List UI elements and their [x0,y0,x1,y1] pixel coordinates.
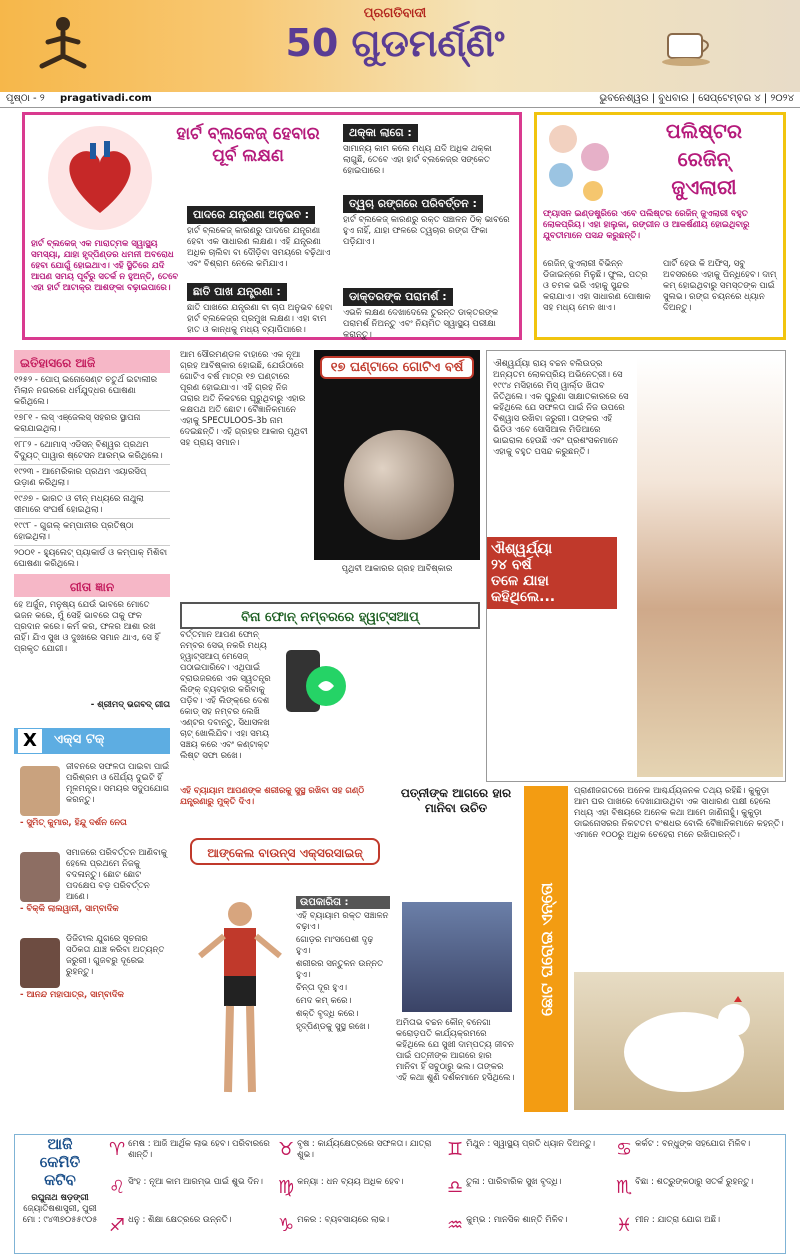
horoscope-sign [447,1177,614,1213]
resin-intro: ଫ୍ୟାସନ ଇଣ୍ଡଷ୍ଟ୍ରିରେ ଏବେ ପଲିଷ୍ଟର ରେଜିନ୍ ଜୁଏଲାରୀ ବହୁତ ଲୋକପ୍ରିୟ। ଏହା ହାଲୁକା, ରଙ୍ଗୀନ ଓ ଆକର୍ଷଣୀୟ ହୋଇଥିବାରୁ ଯୁବତୀମାନେ ପସନ୍ଦ କରୁଛନ୍ତି। [543,209,750,241]
xtalk-title: ଏକ୍ସ ଟକ୍ [54,732,105,747]
x-logo-icon: X [18,729,42,753]
zodiac-icon: ♍ [278,1177,295,1198]
sign-text: ଧନୁ : ଶିକ୍ଷା କ୍ଷେତ୍ରରେ ଉନ୍ନତି। [128,1215,232,1225]
exercise-article [180,786,390,1116]
exercise-title-badge [190,838,380,865]
teacup-icon [660,20,720,70]
chicken-photo [574,972,784,1110]
sign-text: କର୍କଟ : ବନ୍ଧୁଙ୍କ ସହଯୋଗ ମିଳିବ। [635,1139,751,1149]
xtalk-post-1: ଜୀବନରେ ସଫଳତା ପାଇବା ପାଇଁ ପରିଶ୍ରମ ଓ ଧୈର୍ଯ୍ୟ ଦୁଇଟି ହିଁ ମୂଳମନ୍ତ୍ର। ସମୟର ସଦୁପଯୋଗ କରନ୍ତୁ। [66,762,170,805]
planet-article [180,350,480,598]
xtalk-credit-1: - ସୁମିତ୍ କୁମାର, ହିନ୍ଦୁ ଦର୍ଶନ ନେତା [20,818,127,828]
zodiac-icon: ♒ [447,1215,464,1236]
resin-col-1: ରେଜିନ୍ ଜୁଏଲାରୀ ବିଭିନ୍ନ ଡିଜାଇନ୍‌ରେ ମିଳୁଛି। ଫୁଲ, ପତ୍ର ଓ ଚମକ ଭରି ଏହାକୁ ସୁନ୍ଦର କରାଯାଏ। ଏହା ସାଧାରଣ ପୋଷାକ ସହ ମଧ୍ୟ ମେଳ ଖାଏ। [543,259,651,313]
benefit-item: ଚିନ୍ତା ଦୂର ହୁଏ। [296,983,348,993]
history-title: ଇତିହାସରେ ଆଜି [20,356,96,370]
zodiac-icon: ♑ [278,1215,295,1236]
horoscope-header [15,1135,105,1253]
aishwarya-headline-4: କହିଥିଲେ... [491,589,556,605]
resin-col-2: ପାର୍ଟି ହେଉ କି ଅଫିସ୍, ସବୁ ଅବସରରେ ଏହାକୁ ପିନ୍ଧିହେବ। ଦାମ୍ କମ୍ ହୋଇଥିବାରୁ ସମସ୍ତଙ୍କ ପାଇଁ ସୁଲଭ। ରଙ୍ଗ ଚୟନରେ ଧ୍ୟାନ ଦିଅନ୍ତୁ। [663,259,777,313]
zodiac-icon: ♏ [616,1177,633,1198]
chicken-title-band [524,786,568,1112]
wife-text: ଅମିତାଭ ବଚ୍ଚନ କୌନ୍ ବନେଗା କରୋଡ଼ପତି କାର୍ଯ୍ୟକ୍ରମରେ କହିଥିଲେ ଯେ ସୁଖୀ ଦାମ୍ପତ୍ୟ ଜୀବନ ପାଇଁ ପତ୍ନୀଙ୍କ ଆଗରେ ହାର ମାନିବା ହିଁ ସବୁଠାରୁ ଭଲ। ତାଙ୍କର ଏହି କଥା ଶୁଣି ଦର୍ଶକମାନେ ହସିଥିଲେ। [396,1018,515,1083]
sign-text: ମକର : ବ୍ୟବସାୟରେ ଲାଭ। [297,1215,390,1225]
horoscope-grid [109,1139,783,1251]
planet-title: ୧୭ ଘଣ୍ଟାରେ ଗୋଟିଏ ବର୍ଷ [330,360,464,375]
masthead [0,0,800,92]
xtalk-credit-2: - ବିକ୍କି ଲାଲୱାନୀ, ସାମ୍ବାଦିକ [20,904,119,914]
amitabh-photo [402,902,512,1012]
horoscope-sign [109,1215,276,1251]
horoscope-title-3: କଟିବ [44,1171,76,1189]
resin-title-1: ପଲିଷ୍ଟର [665,119,743,143]
chicken-text: ପ୍ରାଣୀଜଗତରେ ଅନେକ ଆଶ୍ଚର୍ଯ୍ୟଜନକ ତଥ୍ୟ ରହିଛି। କୁକୁଡ଼ା ଆମ ଘର ପାଖରେ ଦେଖାଯାଉଥିବା ଏକ ସାଧାରଣ ପକ୍ଷୀ ହେଲେ ମଧ୍ୟ ଏହା ବିଷୟରେ ଅନେକ କଥା ଆମେ ଜାଣିନାହୁଁ। କୁକୁଡ଼ା ଡାଇନୋସରର ନିକଟତମ ବଂଶଧର ବୋଲି ବୈଜ୍ଞାନିକମାନେ କହନ୍ତି। ଏମାନେ ୧୦୦ରୁ ଅଧିକ ଚେହେରା ମନେ ରଖିପାରନ୍ତି। [574,786,784,840]
heart-sub-3: ଥକ୍କା ଲାଗେ : [343,124,418,142]
planet-title-badge [320,356,474,379]
horoscope-sign [109,1177,276,1213]
earring-icon [543,121,613,205]
zodiac-icon: ♎ [447,1177,464,1198]
history-item: ୧୯୨୩ - ଆମେରିକାର ପ୍ରଥମ ଏୟାରସିପ୍ ଉଡ଼ାଣ କରିଥିଲା। [14,465,170,492]
sign-text: ସିଂହ : ନୂଆ କାମ ଆରମ୍ଭ ପାଇଁ ଶୁଭ ଦିନ। [128,1177,263,1187]
chicken-article [524,786,786,1116]
aishwarya-headline-3: ତଳେ ଯାହା [491,573,549,589]
horoscope-title-1: ଆଜି [47,1135,73,1153]
heart-sub-2: ଛାତି ପାଖ ଯନ୍ତ୍ରଣା : [187,283,287,301]
aishwarya-text: ଐଶ୍ୱର୍ଯ୍ୟା ରାୟ ବଚ୍ଚନ ବଲିଉଡ୍‌ର ଅନ୍ୟତମ ଲୋକପ୍ରିୟ ଅଭିନେତ୍ରୀ। ସେ ୧୯୯୪ ମସିହାରେ ମିସ୍ ୱାର୍ଲ୍ଡ ଖିତାବ ଜିତିଥିଲେ। ଏକ ପୁରୁଣା ସାକ୍ଷାତକାରରେ ସେ କହିଥିଲେ ଯେ ସଫଳତା ପାଇଁ ନିଜ ଉପରେ ବିଶ୍ୱାସ ରଖିବା ଜରୁରୀ। ତାଙ୍କର ଏହି ଭିଡିଓ ଏବେ ସୋସିଆଲ ମିଡିଆରେ ଭାଇରାଲ ହେଉଛି ଏବଂ ପ୍ରଶଂସକମାନେ ଏହାକୁ ବହୁତ ପସନ୍ଦ କରୁଛନ୍ତି। [493,359,629,457]
gita-box [14,574,170,724]
page-number: ପୃଷ୍ଠା - ୨ [6,93,45,104]
gita-text: ହେ ଅର୍ଜୁନ, ମନୁଷ୍ୟ ଯେଉଁ ଭାବରେ ମୋତେ ଭଜନ କରେ, ମୁଁ ସେହି ଭାବରେ ତାକୁ ଫଳ ପ୍ରଦାନ କରେ। କର୍ମ କର, ଫଳର ଆଶା ରଖ ନାହିଁ। ଯିଏ ସୁଖ ଓ ଦୁଃଖରେ ସମାନ ଥାଏ, ସେ ହିଁ ପ୍ରକୃତ ଯୋଗୀ। [14,600,160,654]
heart-text-4: ହାର୍ଟ ବ୍ଲକେଜ୍ କାରଣରୁ ରକ୍ତ ସଞ୍ଚାଳନ ଠିକ୍ ଭାବରେ ହୁଏ ନାହିଁ, ଯାହା ଫଳରେ ତ୍ୱଚାର ରଙ୍ଗ ଫିକା ପଡ଼ିଯାଏ। [343,215,510,247]
heart-sub-5: ଡାକ୍ତରଙ୍କ ପରାମର୍ଶ : [343,288,453,306]
history-item: ୨୦୦୧ - ହ୍ୟୁଲେଟ୍ ପ୍ୟାକାର୍ଡ ଓ କମ୍ପାକ୍ ମିଶିବା ଘୋଷଣା କରିଥିଲେ। [14,548,168,569]
benefit-item: ଗୋଡ଼ର ମାଂସପେଶୀ ଦୃଢ଼ ହୁଏ। [296,935,374,956]
benefit-item: ଶରୀରର ସନ୍ତୁଳନ ଉନ୍ନତ ହୁଏ। [296,959,384,980]
history-item: ୧୨୫୨ - ପୋପ୍ ଇନୋସେଣ୍ଟ ଚତୁର୍ଥ ଇଟାଲୀର ମିଲାନ ନଗରରେ ଧର୍ମଯୁଦ୍ଧର ଘୋଷଣା କରିଥିଲେ। [14,373,170,411]
whatsapp-icon [280,646,350,716]
avatar [20,938,60,988]
heart-text-1: ହାର୍ଟ ବ୍ଲକେଜ୍ କାରଣରୁ ପାଦରେ ଯନ୍ତ୍ରଣା ହେବା ଏକ ସାଧାରଣ ଲକ୍ଷଣ। ଏହି ଯନ୍ତ୍ରଣା ଅଧିକ ଚାଲିବା ବା ଦୌଡ଼ିବା ସମୟରେ ବଢ଼ିଥାଏ ଏବଂ ବିଶ୍ରାମ ନେଲେ କମିଯାଏ। [187,226,331,269]
wife-article [396,786,516,1116]
sign-text: ବିଛା : ଶତ୍ରୁଙ୍କଠାରୁ ସତର୍କ ରୁହନ୍ତୁ। [635,1177,754,1187]
aishwarya-headline-2: ୨୪ ବର୍ଷ [491,557,532,573]
sign-text: କନ୍ୟା : ଧନ ବ୍ୟୟ ଅଧିକ ହେବ। [297,1177,404,1187]
chicken-title: ଛୋଟ ଘରୋଇ ଏନ୍ତୋ [536,882,556,1016]
benefit-item: ମେଦ କମ୍ କରେ। [296,996,352,1006]
planet-caption: ପୃଥିବୀ ଆକାରର ଗ୍ରହ ଆବିଷ୍କାର [341,564,453,574]
exercise-figure-icon [190,896,290,1110]
horoscope-sign [278,1139,445,1175]
horoscope-sign [109,1139,276,1175]
heart-text-3: ସାମାନ୍ୟ କାମ କଲେ ମଧ୍ୟ ଯଦି ଅଧିକ ଥକ୍କା ଲାଗୁଛି, ତେବେ ଏହା ହାର୍ଟ ବ୍ଲକେଜ୍‌ର ସଙ୍କେତ ହୋଇପାରେ। [343,144,492,176]
horoscope-section [14,1134,786,1254]
resin-title-2: ରେଜିନ୍ [677,147,731,171]
planet-icon [344,430,454,540]
xtalk-post-3: ଡିଜିଟାଲ ଯୁଗରେ ସୂଚନାର ସଠିକତା ଯାଞ୍ଚ କରିବା ଅତ୍ୟନ୍ତ ଜରୁରୀ। ଗୁଜବରୁ ଦୂରେଇ ରୁହନ୍ତୁ। [66,934,165,977]
heart-icon [45,123,155,233]
avatar [20,766,60,816]
horoscope-sign [278,1177,445,1213]
heart-article [22,112,522,340]
aishwarya-article [486,350,786,782]
xtalk-credit-3: - ଆନନ୍ଦ ମହାପାତ୍ର, ସାମ୍ବାଦିକ [20,990,124,1000]
history-item: ୧୯୯୮ - ଗୁଗଲ୍ କମ୍ପାନୀର ପ୍ରତିଷ୍ଠା ହୋଇଥିଲା। [14,519,170,546]
avatar [20,852,60,902]
whatsapp-article [180,602,480,761]
heart-sub-4: ତ୍ୱଚା ରଙ୍ଗରେ ପରିବର୍ତ୍ତନ : [343,195,483,213]
xtalk-box [14,728,170,1128]
benefit-item: ଏହି ବ୍ୟାୟାମ ରକ୍ତ ସଞ୍ଚାଳନ ବଢ଼ାଏ। [296,911,389,932]
history-item: ୧୭୮୧ - ଲସ୍ ଏଞ୍ଜେଲସ୍ ସହରର ସ୍ଥାପନା କରାଯାଇଥିଲା। [14,411,170,438]
aishwarya-headline [487,537,617,609]
exercise-intro: ଏହି ବ୍ୟାୟାମ ଆପଣଙ୍କ ଶରୀରକୁ ସୁସ୍ଥ ରଖିବା ସହ ଗଣ୍ଠି ଯନ୍ତ୍ରଣାରୁ ମୁକ୍ତି ଦିଏ। [180,786,364,807]
heart-intro: ହାର୍ଟ ବ୍ଲକେଜ୍ ଏକ ମାରାତ୍ମକ ସ୍ୱାସ୍ଥ୍ୟ ସମସ୍ୟା, ଯାହା ହୃଦ୍‌ପିଣ୍ଡର ଧମନୀ ଅବରୋଧ ହେବା ଯୋଗୁଁ ହୋଇଥାଏ। ଏହି ସ୍ଥିତିରେ ଯଦି ଆପଣ ସମୟ ପୂର୍ବରୁ ସତର୍କ ନ ହୁଅନ୍ତି, ତେବେ ଏହା ହାର୍ଟ ଆଟାକ୍‌ର ଆଶଙ୍କା ବଢ଼ାଇପାରେ। [31,239,179,293]
heart-title: ହାର୍ଟ ବ୍ଲକେଜ୍ ହେବାର ପୂର୍ବ ଲକ୍ଷଣ [176,124,320,166]
brand-title: 50 ଗୁଡମର୍ଣ୍ଣିଂ [285,21,505,65]
sign-text: କୁମ୍ଭ : ମାନସିକ ଶାନ୍ତି ମିଳିବ। [466,1215,568,1225]
xtalk-header [14,728,170,754]
benefit-item: ହୃଦ୍‌ପିଣ୍ଡକୁ ସୁସ୍ଥ ରଖେ। [296,1022,370,1032]
info-bar [0,92,800,108]
brand [250,6,540,65]
brand-small: ପ୍ରଗତିବାଦୀ [363,6,427,21]
zodiac-icon: ♊ [447,1139,464,1160]
heart-left-col [187,203,337,353]
benefit-item: ଶକ୍ତି ବୃଦ୍ଧି କରେ। [296,1009,359,1019]
horoscope-sign [447,1139,614,1175]
zodiac-icon: ♐ [109,1215,126,1236]
horoscope-sign [616,1177,783,1213]
astrologer-name: ରଘୁନାଥ ଷଡ଼ଙ୍ଗୀ [31,1193,89,1203]
whatsapp-title: ବିନା ଫୋନ୍ ନମ୍ବରରେ ହ୍ୱାଟ୍ସଆପ୍ [241,610,419,625]
sign-text: ବୃଷ : କାର୍ଯ୍ୟକ୍ଷେତ୍ରରେ ସଫଳତା। ଯାତ୍ରା ଶୁଭ। [297,1139,432,1160]
actress-photo [637,357,783,777]
yoga-figure-icon [28,10,98,80]
planet-image [314,350,480,560]
zodiac-icon: ♈ [109,1139,126,1160]
whatsapp-header [180,602,480,629]
resin-title-3: ଜୁଏଲାରୀ [671,175,737,199]
zodiac-icon: ♉ [278,1139,295,1160]
horoscope-sign [278,1215,445,1251]
aishwarya-headline-1: ଐଶ୍ୱର୍ଯ୍ୟା [491,541,553,557]
sign-text: ମେଷ : ଆଜି ଆର୍ଥିକ ଲାଭ ହେବ। ପରିବାରରେ ଶାନ୍ତି। [128,1139,270,1160]
zodiac-icon: ♌ [109,1177,126,1198]
issue-date: ଭୁବନେଶ୍ୱର | ବୁଧବାର | ସେପ୍ଟେମ୍ବର ୪ | ୨୦୨୪ [599,93,794,104]
horoscope-sign [616,1139,783,1175]
horoscope-sign [616,1215,783,1251]
gita-header [14,574,170,597]
zodiac-icon: ♓ [616,1215,633,1236]
sign-text: ମିଥୁନ : ସ୍ୱାସ୍ଥ୍ୟ ପ୍ରତି ଧ୍ୟାନ ଦିଅନ୍ତୁ। [466,1139,596,1149]
gita-title: ଗୀତା ଜ୍ଞାନ [69,580,115,594]
history-item: ୧୮୮୨ - ଥୋମାସ୍ ଏଡିସନ୍ ବିଶ୍ୱର ପ୍ରଥମ ବିଦ୍ୟୁତ୍ ପାୱାର ଷ୍ଟେସନ ଆରମ୍ଭ କରିଥିଲେ। [14,438,170,465]
history-item: ୧୯୬୭ - ଭାରତ ଓ ଚୀନ୍ ମଧ୍ୟରେ ନାଥୁଲା ସୀମାରେ ସଂଘର୍ଷ ହୋଇଥିଲା। [14,492,170,519]
heart-sub-1: ପାଦରେ ଯନ୍ତ୍ରଣା ଅନୁଭବ : [187,206,315,224]
astrologer-place: ଜ୍ୟୋତିଷଶାସ୍ତ୍ରୀ, ପୁରୀ [23,1204,97,1214]
history-box [14,350,170,570]
heart-text-2: ଛାତି ପାଖରେ ଯନ୍ତ୍ରଣା ବା ଚାପ ଅନୁଭବ ହେବା ହାର୍ଟ ବ୍ଲକେଜ୍‌ର ପ୍ରମୁଖ ଲକ୍ଷଣ। ଏହା ବାମ ହାତ ଓ କାନ୍ଧକୁ ମଧ୍ୟ ବ୍ୟାପିପାରେ। [187,303,333,335]
wife-title: ପତ୍ନୀଙ୍କ ଆଗରେ ହାର ମାନିବା ଉଚିତ [400,786,512,815]
resin-article [534,112,786,340]
xtalk-post-2: ସମାଜରେ ପରିବର୍ତ୍ତନ ଆଣିବାକୁ ହେଲେ ପ୍ରଥମେ ନିଜକୁ ବଦଳାନ୍ତୁ। ଛୋଟ ଛୋଟ ପଦକ୍ଷେପ ବଡ଼ ପରିବର୍ତ୍ତନ ଆଣେ। [66,848,168,902]
history-header [14,350,170,373]
horoscope-sign [447,1215,614,1251]
planet-text: ଆମ ସୌରମଣ୍ଡଳ ବାହାରେ ଏକ ନୂଆ ଗ୍ରହ ଆବିଷ୍କାର ହୋଇଛି, ଯେଉଁଠାରେ ଗୋଟିଏ ବର୍ଷ ମାତ୍ର ୧୭ ଘଣ୍ଟାରେ ପୂରଣ ହୋଇଯାଏ। ଏହି ଗ୍ରହ ନିଜ ତାରାର ଅତି ନିକଟରେ ଘୂରୁଥିବାରୁ ଏହାର କକ୍ଷପଥ ଅତି ଛୋଟ। ବୈଜ୍ଞାନିକମାନେ ଏହାକୁ SPECULOOS-3b ନାମ ଦେଇଛନ୍ତି। ଏହି ଗ୍ରହର ଆକାର ପୃଥିବୀ ସହ ପ୍ରାୟ ସମାନ। [180,350,308,448]
zodiac-icon: ♋ [616,1139,633,1160]
exercise-title: ଆଙ୍କେଲ ବାଉନ୍ସ ଏକ୍ସରସାଇଜ୍ [207,846,363,860]
heart-text-5: ଏଭଳି ଲକ୍ଷଣ ଦେଖାଦେଲେ ତୁରନ୍ତ ଡାକ୍ତରଙ୍କ ପରାମର୍ଶ ନିଅନ୍ତୁ ଏବଂ ନିୟମିତ ସ୍ୱାସ୍ଥ୍ୟ ପରୀକ୍ଷା କରାନ୍ତୁ। [343,308,499,340]
sign-text: ତୁଳା : ପାରିବାରିକ ସୁଖ ବୃଦ୍ଧି। [466,1177,562,1187]
sign-text: ମୀନ : ଯାତ୍ରା ଯୋଗ ଅଛି। [635,1215,721,1225]
benefits-box [296,896,390,1033]
chicken-icon [574,972,784,1110]
horoscope-title-2: କେମିତି [39,1153,81,1171]
site-link[interactable]: pragativadi.com [60,93,152,104]
gita-credit: - ଶ୍ରୀମଦ୍ ଭଗବଦ୍ ଗୀତା [90,700,170,710]
heart-right-col [343,121,515,352]
whatsapp-text: ବର୍ତ୍ତମାନ ଆପଣ ଫୋନ୍ ନମ୍ବର ସେଭ୍ ନକରି ମଧ୍ୟ ହ୍ୱାଟ୍ସଆପ୍ ମେସେଜ୍ ପଠାଇପାରିବେ। ଏଥିପାଇଁ ବ୍ରାଉଜରରେ ଏକ ସ୍ୱତନ୍ତ୍ର ଲିଙ୍କ୍ ବ୍ୟବହାର କରିବାକୁ ପଡ଼ିବ। ଏହି ଲିଙ୍କ୍‌ରେ ଦେଶ କୋଡ୍ ସହ ନମ୍ବର ଲେଖି ଏଣ୍ଟର ଦବାନ୍ତୁ, ସିଧାସଳଖ ଚାଟ୍ ଖୋଲିଯିବ। ଏହା ସମୟ ସଞ୍ଚୟ କରେ ଏବଂ କଣ୍ଟାକ୍ଟ ଲିଷ୍ଟ ସଫା ରଖେ। [180,630,271,761]
benefits-title: ଉପକାରିତା : [296,896,390,909]
astrologer-phone: ମୋ : ୯୪୩୭୦୫୫୯୦୫ [22,1215,98,1225]
